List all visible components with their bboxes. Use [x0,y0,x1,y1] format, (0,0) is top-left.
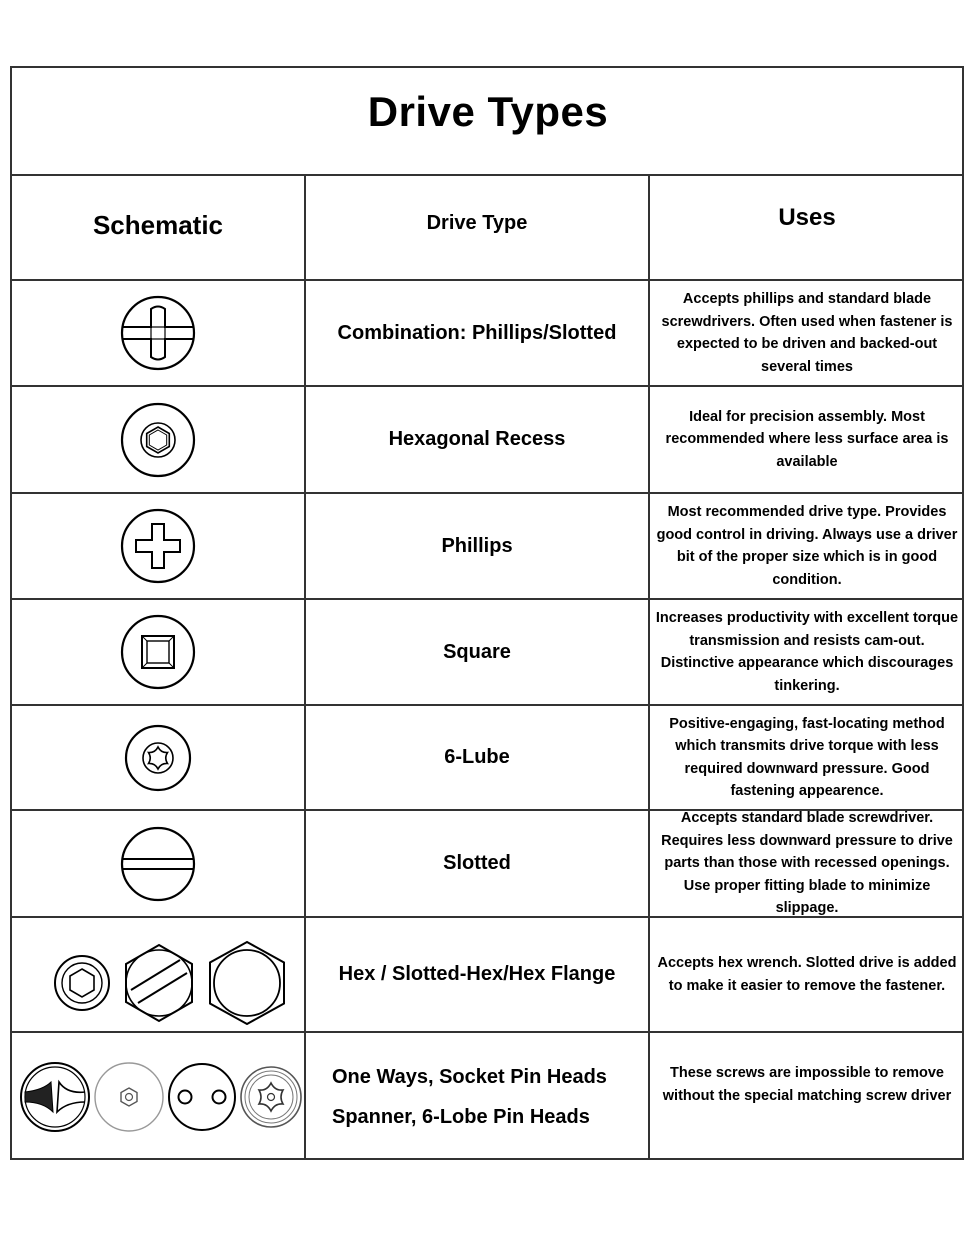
table-row-drive-type: Slotted [443,852,511,874]
table-row-uses: Accepts hex wrench. Slotted drive is added to make it easier to remove the fastener. [657,955,957,994]
table-row-drive-type: Square [443,640,511,663]
table-row-uses: Accepts phillips and standard blade screwdrivers. Often used when fastener is expected to be driven and backed-out several times [661,291,953,375]
six-lobe-icon [122,722,194,794]
hex-socket-icon [55,956,109,1010]
drive-types-table [10,66,964,1160]
table-row-uses: Most recommended drive type. Provides good control in driving. Always use a driver bit of the proper size which is in good condition. [656,504,958,588]
drive-type-line: One Ways, Socket Pin Heads [332,1065,607,1088]
table-row-drive-type: 6-Lube [444,746,510,768]
table-row-drive-type [306,1033,648,1160]
table-row-schematic [12,1033,304,1160]
combination-phillips-slotted-icon [118,293,198,373]
table-row-uses: Positive-engaging, fast-locating method which transmits drive torque with less required downward pressure. Good fastening appearence. [669,715,945,799]
six-lobe-pin-head-icon [241,1067,301,1127]
table-row-uses: Accepts standard blade screwdriver. Requires less downward pressure to drive parts than those with recessed openings. Use proper fitting blade to minimize slippage. [661,810,953,917]
header-drive-type: Drive Type [426,212,528,234]
table-row-schematic [12,281,304,385]
header-uses: Uses [778,204,836,231]
header-schematic: Schematic [92,210,224,240]
spanner-head-icon [169,1064,235,1130]
table-row-schematic [12,600,304,704]
table-row-drive-type: Hex / Slotted-Hex/Hex Flange [338,963,616,985]
table-row-schematic [12,387,304,492]
table-row-drive-type: Combination: Phillips/Slotted [337,321,617,344]
table-row-schematic [12,706,304,809]
table-row-schematic [12,811,304,916]
page-title: Drive Types [367,88,609,135]
hex-flange-icon [210,942,284,1024]
table-row-schematic [12,918,304,1031]
security-heads-icon [13,1052,303,1142]
table-row-uses: These screws are impossible to remove without the special matching screw driver [662,1065,952,1104]
table-row-uses: Ideal for precision assembly. Most recommended where less surface area is available [665,408,949,470]
slotted-hex-icon [126,945,192,1021]
divider [12,174,964,176]
table-row-drive-type: Hexagonal Recess [388,428,566,450]
slotted-icon [118,824,198,904]
square-drive-icon [118,612,198,692]
one-way-icon [21,1063,89,1131]
table-row-drive-type: Phillips [441,534,513,557]
table-row-schematic [12,494,304,598]
table-row-uses: Increases productivity with excellent torque transmission and resists cam-out. Distinctive appearance which discourages tinkering. [655,610,959,694]
hexagonal-recess-icon [118,400,198,480]
phillips-icon [118,506,198,586]
hex-slotted-hex-flange-icon [18,925,298,1025]
drive-type-line: Spanner, 6-Lobe Pin Heads [332,1105,590,1128]
socket-pin-head-icon [95,1063,163,1131]
